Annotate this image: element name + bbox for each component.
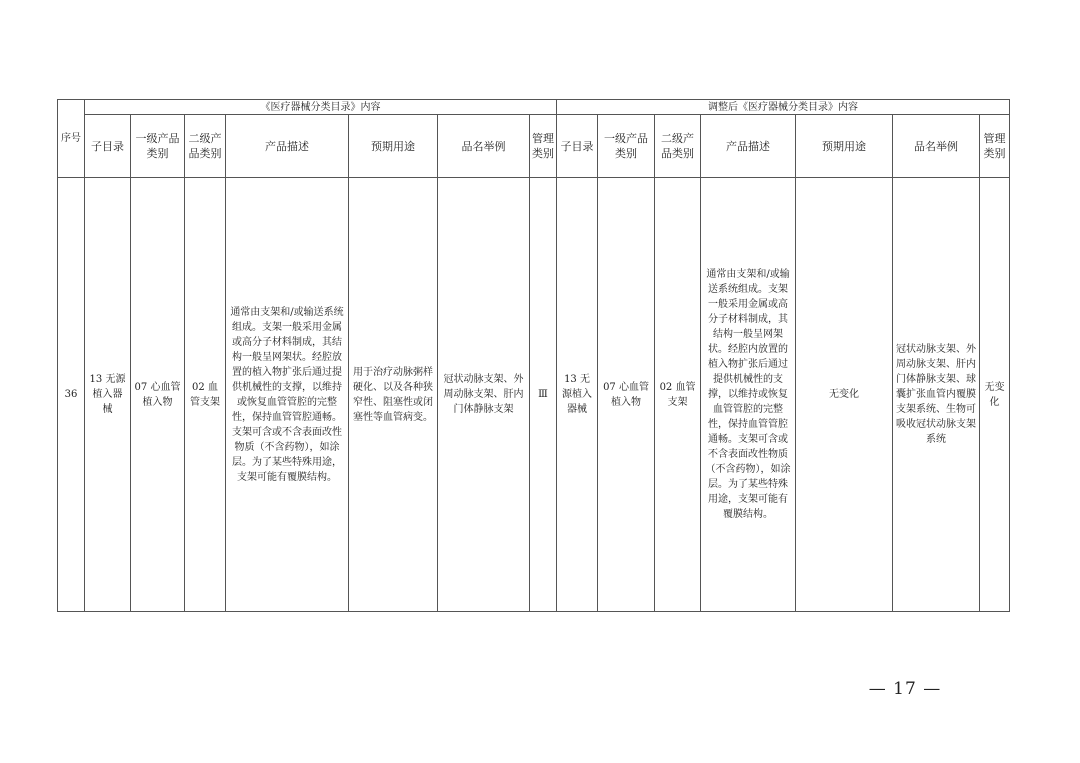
table-row <box>58 178 1010 612</box>
cell-adjusted-intended-use: 无变化 <box>796 178 893 612</box>
cell-adjusted-description: 通常由支架和/或输送系统组成。支架一般采用金属或高分子材料制成，其结构一般呈网架状。经腔内放置的植入物扩张后通过提供机械性的支撑，以维持或恢复血管管腔的完整性，保持血管管腔通畅。支架可含或不含表面改性物质（不含药物），如涂层。为了某些特殊用途，支架可能有覆膜结构。 <box>701 178 796 612</box>
cell-adjusted-level2: 02 血管支架 <box>655 178 701 612</box>
page-number: — 17 — <box>868 679 942 699</box>
cell-level1: 07 心血管植入物 <box>131 178 185 612</box>
cell-intended-use: 用于治疗动脉粥样硬化、以及各种狭窄性、阻塞性或闭塞性等血管病变。 <box>349 178 438 612</box>
header-adjusted-level2: 二级产品类别 <box>655 115 701 178</box>
header-sub-catalog: 子目录 <box>85 115 131 178</box>
header-adjusted-mgmt-class: 管理类别 <box>980 115 1010 178</box>
cell-level2: 02 血管支架 <box>185 178 226 612</box>
header-intended-use: 预期用途 <box>349 115 438 178</box>
header-adjusted-description: 产品描述 <box>701 115 796 178</box>
header-examples: 品名举例 <box>438 115 530 178</box>
header-level1: 一级产品类别 <box>131 115 185 178</box>
cell-sub-catalog: 13 无源植入器械 <box>85 178 131 612</box>
cell-description: 通常由支架和/或输送系统组成。支架一般采用金属或高分子材料制成，其结构一般呈网架状。经腔放置的植入物扩张后通过提供机械性的支撑，以维持或恢复血管管腔的完整性，保持血管管腔通畅。支架可含或不含表面改性物质（不含药物），如涂层。为了某些特殊用途，支架可能有覆膜结构。 <box>226 178 349 612</box>
cell-seq: 36 <box>58 178 85 612</box>
header-seq: 序号 <box>58 100 85 178</box>
header-adjusted-sub-catalog: 子目录 <box>557 115 598 178</box>
classification-table <box>57 99 1010 612</box>
cell-adjusted-level1: 07 心血管植入物 <box>598 178 655 612</box>
cell-adjusted-mgmt-class: 无变化 <box>980 178 1010 612</box>
header-adjusted-intended-use: 预期用途 <box>796 115 893 178</box>
header-description: 产品描述 <box>226 115 349 178</box>
cell-examples: 冠状动脉支架、外周动脉支架、肝内门体静脉支架 <box>438 178 530 612</box>
header-group-adjusted: 调整后《医疗器械分类目录》内容 <box>557 100 1010 115</box>
header-adjusted-level1: 一级产品类别 <box>598 115 655 178</box>
cell-mgmt-class: Ⅲ <box>530 178 557 612</box>
header-mgmt-class: 管理类别 <box>530 115 557 178</box>
header-group-original: 《医疗器械分类目录》内容 <box>85 100 557 115</box>
cell-adjusted-examples: 冠状动脉支架、外周动脉支架、肝内门体静脉支架、球囊扩张血管内覆膜支架系统、生物可吸收冠状动脉支架系统 <box>893 178 980 612</box>
header-adjusted-examples: 品名举例 <box>893 115 980 178</box>
header-level2: 二级产品类别 <box>185 115 226 178</box>
cell-adjusted-sub-catalog: 13 无源植入器械 <box>557 178 598 612</box>
